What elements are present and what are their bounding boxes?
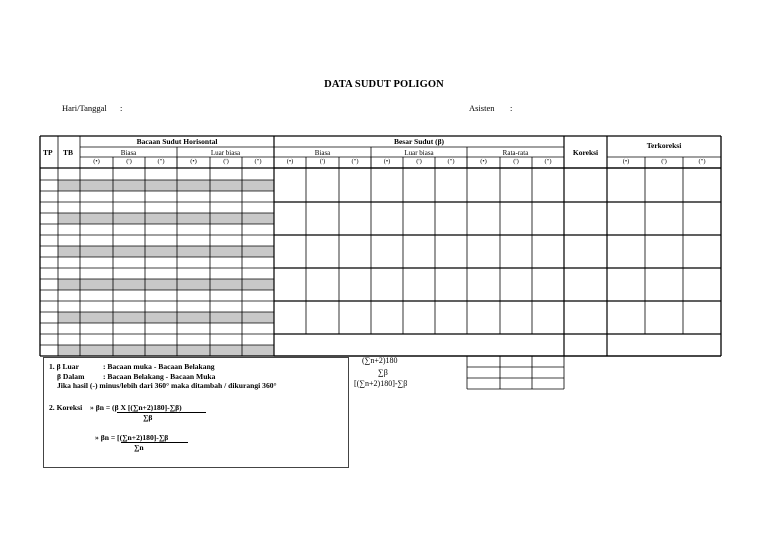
note-koreksi-label: 2. Koreksi bbox=[49, 403, 83, 412]
unit-header: (") bbox=[698, 158, 706, 165]
unit-header: (•) bbox=[286, 158, 294, 165]
header-besar-sudut: Besar Sudut (β) bbox=[393, 137, 445, 146]
unit-header: (') bbox=[416, 158, 422, 165]
unit-header: (•) bbox=[383, 158, 391, 165]
side-formula-sum-beta: ∑β bbox=[378, 368, 388, 377]
note-koreksi-formula-1: » βn = (β X [(∑n+2)180]-∑β) bbox=[90, 403, 182, 412]
subheader-biasa: Biasa bbox=[120, 149, 137, 157]
unit-header: (") bbox=[254, 158, 262, 165]
unit-header: (') bbox=[319, 158, 326, 165]
subheader-rata-rata: Rata-rata bbox=[502, 149, 529, 157]
unit-header: (•) bbox=[622, 158, 630, 165]
asisten-colon: : bbox=[510, 103, 513, 113]
note-correction-rule: Jika hasil (-) minus/lebih dari 360° maka ditambah / dikurangi 360° bbox=[57, 381, 277, 390]
unit-header: (") bbox=[157, 158, 165, 165]
note-beta-luar-text: : Bacaan muka - Bacaan Belakang bbox=[103, 362, 215, 371]
hari-tanggal-colon: : bbox=[120, 103, 123, 113]
subheader-besar-biasa: Biasa bbox=[314, 149, 331, 157]
unit-header: (') bbox=[661, 158, 667, 165]
side-formula-difference: [(∑n+2)180]-∑β bbox=[354, 379, 408, 388]
note-koreksi-formula-2-denominator: ∑n bbox=[134, 443, 144, 452]
asisten-label: Asisten bbox=[469, 103, 495, 113]
unit-header: (•) bbox=[93, 158, 100, 165]
fraction-bar-2 bbox=[121, 442, 188, 443]
note-beta-dalam-label: β Dalam bbox=[57, 372, 85, 381]
note-beta-dalam-text: : Bacaan Belakang - Bacaan Muka bbox=[103, 372, 216, 381]
header-bacaan-sudut-horisontal: Bacaan Sudut Horisontal bbox=[136, 137, 218, 146]
subheader-luar-biasa: Luar biasa bbox=[210, 149, 241, 157]
page-title: DATA SUDUT POLIGON bbox=[324, 79, 444, 90]
note-koreksi-formula-1-denominator: ∑β bbox=[143, 413, 153, 422]
header-tp: TP bbox=[43, 148, 53, 157]
subheader-besar-luar-biasa: Luar biasa bbox=[404, 149, 434, 157]
header-terkoreksi: Terkoreksi bbox=[646, 141, 682, 150]
unit-header: (") bbox=[351, 158, 359, 165]
header-koreksi: Koreksi bbox=[572, 148, 599, 157]
unit-header: (•) bbox=[190, 158, 197, 165]
unit-header: (') bbox=[126, 158, 132, 165]
note-koreksi-formula-2: » βn = [(∑n+2)180]-∑β bbox=[95, 433, 169, 442]
unit-header: (') bbox=[513, 158, 519, 165]
header-tb: TB bbox=[63, 148, 74, 157]
unit-header: (') bbox=[223, 158, 229, 165]
side-formula-sum-n: (∑n+2)180 bbox=[362, 356, 398, 365]
fraction-bar-1 bbox=[117, 412, 206, 413]
unit-header: (") bbox=[447, 158, 455, 165]
unit-header: (") bbox=[544, 158, 552, 165]
note-beta-luar-label: 1. β Luar bbox=[49, 362, 79, 371]
hari-tanggal-label: Hari/Tanggal bbox=[62, 103, 107, 113]
unit-header: (•) bbox=[480, 158, 487, 165]
